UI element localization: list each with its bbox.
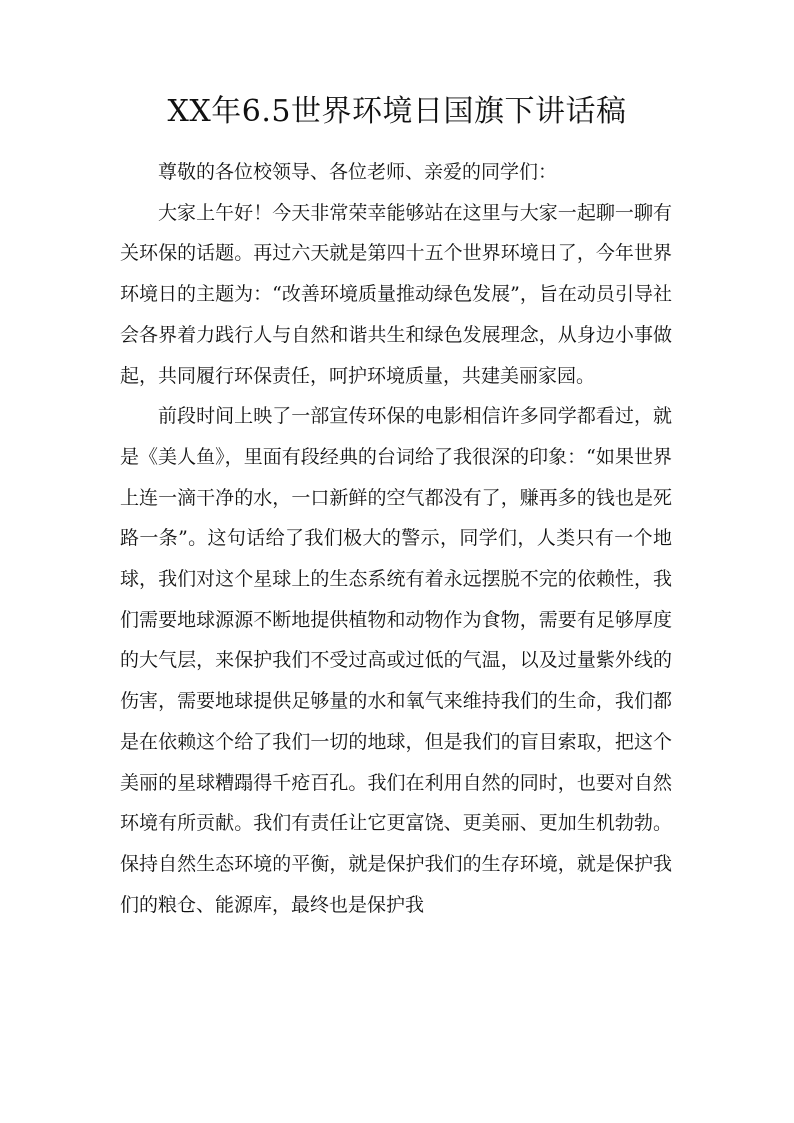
body-paragraph-1: 大家上午好！今天非常荣幸能够站在这里与大家一起聊一聊有关环保的话题。再过六天就是第四十五个世界环境日了，今年世界环境日的主题为：“改善环境质量推动绿色发展”，旨在动员引导社会各界着力践行人与自然和谐共生和绿色发展理念，从身边小事做起，共同履行环保责任，呵护环境质量，共建美丽家园。 (120, 201, 672, 387)
document-title: XX年6.5世界环境日国旗下讲话稿 (167, 94, 627, 129)
document-body (120, 152, 672, 925)
salutation-paragraph: 尊敬的各位校领导、各位老师、亲爱的同学们： (158, 161, 558, 183)
body-paragraph-2: 前段时间上映了一部宣传环保的电影相信许多同学都看过，就是《美人鱼》，里面有段经典的台词给了我很深的印象：“如果世界上连一滴干净的水，一口新鲜的空气都没有了，赚再多的钱也是死路一条”。这句话给了我们极大的警示，同学们，人类只有一个地球，我们对这个星球上的生态系统有着永远摆脱不完的依赖性，我们需要地球源源不断地提供植物和动物作为食物，需要有足够厚度的大气层，来保护我们不受过高或过低的气温，以及过量紫外线的伤害，需要地球提供足够量的水和氧气来维持我们的生命，我们都是在依赖这个给了我们一切的地球，但是我们的盲目索取，把这个美丽的星球糟蹋得千疮百孔。我们在利用自然的同时，也要对自然环境有所贡献。我们有责任让它更富饶、更美丽、更加生机勃勃。保持自然生态环境的平衡，就是保护我们的生存环境，就是保护我们的粮仓、能源库，最终也是保护我 (120, 405, 672, 916)
